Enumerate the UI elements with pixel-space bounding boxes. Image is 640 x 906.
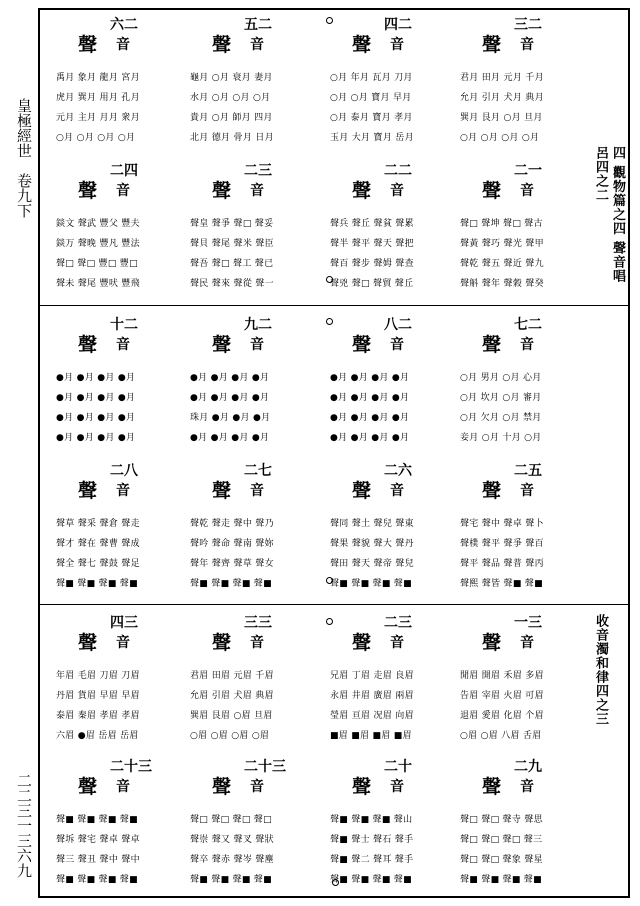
block-number: 九二 bbox=[244, 317, 272, 333]
sound-block bbox=[330, 314, 460, 448]
block-sheng: 聲 bbox=[352, 334, 373, 356]
char-row: 聲■ 聲■ 聲■ 聲■ bbox=[56, 579, 138, 589]
sound-block bbox=[190, 160, 320, 294]
char-row: 聲貝 聲尾 聲米 聲臣 bbox=[190, 239, 274, 249]
sound-block bbox=[460, 314, 590, 448]
sound-block bbox=[190, 612, 320, 746]
char-row: 聲年 聲齊 聲草 聲女 bbox=[190, 559, 274, 569]
block-sheng: 聲 bbox=[78, 34, 99, 56]
block-yin: 音 bbox=[116, 635, 130, 651]
block-number: 四三 bbox=[110, 615, 138, 631]
section-title-top: 四 觀物篇之四 聲音唱呂四之二 bbox=[593, 146, 625, 284]
margin-page-number: 二二三一三六九 bbox=[15, 772, 33, 878]
char-row: 玉月 大月 寶月 岳月 bbox=[330, 133, 414, 143]
block-yin: 音 bbox=[520, 483, 534, 499]
block-number: 四二 bbox=[384, 17, 412, 33]
block-number: 二三 bbox=[384, 615, 412, 631]
char-row: 聲■ 聲■ 聲■ 聲■ bbox=[56, 815, 138, 825]
char-row: 聲吟 聲命 聲南 聲妳 bbox=[190, 539, 274, 549]
char-row: 聲民 聲來 聲從 聲一 bbox=[190, 279, 274, 289]
char-row: 君月 田月 元月 千月 bbox=[460, 73, 544, 83]
char-row: ●月 ●月 ●月 ●月 bbox=[330, 433, 410, 443]
block-number: 二八 bbox=[110, 463, 138, 479]
block-yin: 音 bbox=[116, 483, 130, 499]
char-row: ●月 ●月 ●月 ●月 bbox=[56, 373, 136, 383]
char-row: 貴月 ○月 師月 四月 bbox=[190, 113, 273, 123]
block-sheng: 聲 bbox=[352, 180, 373, 202]
char-row: 聲未 聲尾 豐吠 豐飛 bbox=[56, 279, 140, 289]
char-row: 元月 主月 月月 衆月 bbox=[56, 113, 140, 123]
char-row: 丹眉 貨眉 早眉 早眉 bbox=[56, 691, 140, 701]
block-yin: 音 bbox=[116, 779, 130, 795]
char-row: ○月 泰月 寶月 孝月 bbox=[330, 113, 413, 123]
char-row: 聲■ 聲■ 聲■ 聲山 bbox=[330, 815, 413, 825]
block-yin: 音 bbox=[250, 183, 264, 199]
char-row: 聲■ 聲■ 聲■ 聲■ bbox=[190, 875, 272, 885]
char-row: ○月 ○月 ○月 ○月 bbox=[460, 133, 540, 143]
char-row: 泰眉 秦眉 孝眉 孝眉 bbox=[56, 711, 140, 721]
char-row: 聲乾 聲五 聲近 聲九 bbox=[460, 259, 544, 269]
sound-block bbox=[56, 612, 186, 746]
char-row: 聲□ 聲□ 聲象 聲星 bbox=[460, 855, 543, 865]
block-yin: 音 bbox=[116, 37, 130, 53]
char-row: 聲三 聲丑 聲中 聲中 bbox=[56, 855, 140, 865]
char-row: ●月 ●月 ●月 ●月 bbox=[190, 393, 270, 403]
char-row: 聲■ 聲■ 聲■ 聲■ bbox=[330, 579, 412, 589]
char-row: 聲兵 聲丘 聲貧 聲累 bbox=[330, 219, 414, 229]
sound-block bbox=[460, 160, 590, 294]
block-number: 二七 bbox=[244, 463, 272, 479]
band-divider-1 bbox=[38, 305, 630, 306]
sound-block bbox=[330, 14, 460, 148]
char-row: 錟文 聲武 豐父 豐夫 bbox=[56, 219, 140, 229]
char-row: 聲乾 聲走 聲中 聲乃 bbox=[190, 519, 274, 529]
block-yin: 音 bbox=[390, 183, 404, 199]
char-row: 聲□ 聲□ 聲□ 聲□ bbox=[190, 815, 272, 825]
block-yin: 音 bbox=[520, 635, 534, 651]
block-sheng: 聲 bbox=[78, 480, 99, 502]
block-yin: 音 bbox=[390, 483, 404, 499]
sound-block bbox=[56, 756, 186, 890]
char-row: ○月 欠月 ○月 禁月 bbox=[460, 413, 542, 423]
block-sheng: 聲 bbox=[212, 180, 233, 202]
block-sheng: 聲 bbox=[352, 34, 373, 56]
char-row: ●月 ●月 ●月 ●月 bbox=[190, 433, 270, 443]
char-row: 六眉 ●眉 岳眉 岳眉 bbox=[56, 731, 139, 741]
char-row: 聲同 聲土 聲兒 聲東 bbox=[330, 519, 414, 529]
char-row: 龜月 ○月 衰月 妻月 bbox=[190, 73, 273, 83]
char-row: ○月 ○月 寶月 早月 bbox=[330, 93, 412, 103]
char-row: 閒眉 開眉 禾眉 多眉 bbox=[460, 671, 544, 681]
char-row: 允眉 引眉 犬眉 典眉 bbox=[190, 691, 274, 701]
block-sheng: 聲 bbox=[482, 34, 503, 56]
block-number: 八二 bbox=[384, 317, 412, 333]
char-row: ●月 ●月 ●月 ●月 bbox=[330, 413, 410, 423]
sound-block bbox=[330, 612, 460, 746]
char-row: 永眉 井眉 廣眉 兩眉 bbox=[330, 691, 414, 701]
char-row: 聲□ 聲□ 聲□ 聲三 bbox=[460, 835, 543, 845]
char-row: ○眉 ○眉 八眉 舌眉 bbox=[460, 731, 542, 741]
block-sheng: 聲 bbox=[212, 632, 233, 654]
block-sheng: 聲 bbox=[212, 776, 233, 798]
char-row: 允月 引月 犬月 典月 bbox=[460, 93, 544, 103]
block-yin: 音 bbox=[116, 183, 130, 199]
block-number: 六二 bbox=[110, 17, 138, 33]
sound-block bbox=[190, 14, 320, 148]
char-row: 兄眉 丁眉 走眉 良眉 bbox=[330, 671, 414, 681]
block-number: 三二 bbox=[514, 17, 542, 33]
sound-block bbox=[330, 756, 460, 890]
sound-block bbox=[190, 460, 320, 594]
block-yin: 音 bbox=[250, 483, 264, 499]
block-number: 二六 bbox=[384, 463, 412, 479]
char-row: 珠月 ●月 ●月 ●月 bbox=[190, 413, 271, 423]
char-row: 瑩眉 亘眉 况眉 向眉 bbox=[330, 711, 414, 721]
block-yin: 音 bbox=[520, 779, 534, 795]
block-sheng: 聲 bbox=[352, 776, 373, 798]
char-row: 聲坼 聲宅 聲卓 聲卓 bbox=[56, 835, 140, 845]
sound-block bbox=[190, 756, 320, 890]
block-sheng: 聲 bbox=[482, 334, 503, 356]
block-sheng: 聲 bbox=[212, 34, 233, 56]
block-number: 二一 bbox=[514, 163, 542, 179]
block-sheng: 聲 bbox=[212, 334, 233, 356]
char-row: ●月 ●月 ●月 ●月 bbox=[56, 393, 136, 403]
block-yin: 音 bbox=[250, 37, 264, 53]
char-row: 水月 ○月 ○月 ○月 bbox=[190, 93, 271, 103]
char-row: 聲百 聲步 聲姆 聲查 bbox=[330, 259, 414, 269]
block-sheng: 聲 bbox=[78, 776, 99, 798]
char-row: 聲□ 聲坤 聲□ 聲古 bbox=[460, 219, 543, 229]
char-row: 聲□ 聲□ 豐□ 豐□ bbox=[56, 259, 138, 269]
char-row: 聲斛 聲年 聲穀 聲癸 bbox=[460, 279, 544, 289]
sound-block bbox=[330, 460, 460, 594]
char-row: ●月 ●月 ●月 ●月 bbox=[330, 373, 410, 383]
block-sheng: 聲 bbox=[78, 632, 99, 654]
block-sheng: 聲 bbox=[482, 480, 503, 502]
char-row: 聲黃 聲巧 聲光 聲甲 bbox=[460, 239, 544, 249]
sound-block bbox=[460, 460, 590, 594]
char-row: 聲草 聲采 聲倉 聲走 bbox=[56, 519, 140, 529]
block-number: 二四 bbox=[110, 163, 138, 179]
char-row: 聲卒 聲赤 聲岑 聲塵 bbox=[190, 855, 274, 865]
block-sheng: 聲 bbox=[78, 180, 99, 202]
char-row: 聲■ 聲二 聲耳 聲手 bbox=[330, 855, 414, 865]
block-sheng: 聲 bbox=[212, 480, 233, 502]
block-yin: 音 bbox=[116, 337, 130, 353]
block-number: 三三 bbox=[244, 615, 272, 631]
char-row: 君眉 田眉 元眉 千眉 bbox=[190, 671, 274, 681]
char-row: 聲吾 聲□ 聲工 聲已 bbox=[190, 259, 274, 269]
char-row: 年眉 毛眉 刀眉 刀眉 bbox=[56, 671, 140, 681]
block-yin: 音 bbox=[390, 37, 404, 53]
char-row: 聲熙 聲皆 聲■ 聲■ bbox=[460, 579, 543, 589]
char-row: ●月 ●月 ●月 ●月 bbox=[56, 433, 136, 443]
block-number: 五二 bbox=[244, 17, 272, 33]
sound-block bbox=[460, 612, 590, 746]
char-row: 聲樸 聲平 聲爭 聲百 bbox=[460, 539, 544, 549]
block-number: 二五 bbox=[514, 463, 542, 479]
char-row: 北月 德月 骨月 日月 bbox=[190, 133, 274, 143]
char-row: 禹月 象月 龍月 宮月 bbox=[56, 73, 140, 83]
char-row: 巽月 艮月 ○月 旦月 bbox=[460, 113, 543, 123]
char-row: 錟万 聲晚 豐凡 豐法 bbox=[56, 239, 140, 249]
char-row: 聲才 聲在 聲曹 聲成 bbox=[56, 539, 140, 549]
block-number: 二九 bbox=[514, 759, 542, 775]
char-row: 聲宅 聲中 聲卓 聲卜 bbox=[460, 519, 544, 529]
char-row: ●月 ●月 ●月 ●月 bbox=[56, 413, 136, 423]
char-row: 聲田 聲天 聲帝 聲兒 bbox=[330, 559, 414, 569]
block-number: 二十 bbox=[384, 759, 412, 775]
block-yin: 音 bbox=[520, 183, 534, 199]
char-row: 聲■ 聲士 聲石 聲手 bbox=[330, 835, 414, 845]
band-divider-2 bbox=[38, 604, 630, 605]
char-row: ●月 ●月 ●月 ●月 bbox=[190, 373, 270, 383]
char-row: 聲■ 聲■ 聲■ 聲■ bbox=[190, 579, 272, 589]
block-sheng: 聲 bbox=[352, 632, 373, 654]
char-row: 聲兇 聲□ 聲貿 聲丘 bbox=[330, 279, 414, 289]
block-number: 七二 bbox=[514, 317, 542, 333]
char-row: 聲■ 聲■ 聲■ 聲■ bbox=[460, 875, 542, 885]
section-title-bottom: 收音濁和律四之三 bbox=[593, 614, 608, 726]
block-yin: 音 bbox=[390, 635, 404, 651]
char-row: 聲崇 聲又 聲叉 聲狀 bbox=[190, 835, 274, 845]
block-sheng: 聲 bbox=[78, 334, 99, 356]
char-row: ○月 ○月 ○月 ○月 bbox=[56, 133, 136, 143]
sound-block bbox=[460, 14, 590, 148]
char-row: 聲皇 聲爭 聲□ 聲妥 bbox=[190, 219, 274, 229]
char-row: 告眉 宰眉 火眉 可眉 bbox=[460, 691, 544, 701]
char-row: ○月 坎月 ○月 審月 bbox=[460, 393, 542, 403]
block-yin: 音 bbox=[250, 635, 264, 651]
char-row: ○眉 ○眉 ○眉 ○眉 bbox=[190, 731, 270, 741]
char-row: 聲■ 聲■ 聲■ 聲■ bbox=[330, 875, 412, 885]
block-yin: 音 bbox=[390, 779, 404, 795]
block-sheng: 聲 bbox=[352, 480, 373, 502]
char-row: 聲□ 聲□ 聲寺 聲思 bbox=[460, 815, 543, 825]
sound-block bbox=[330, 160, 460, 294]
char-row: ●月 ●月 ●月 ●月 bbox=[330, 393, 410, 403]
sound-block bbox=[460, 756, 590, 890]
char-row: 聲果 聲貌 聲大 聲丹 bbox=[330, 539, 414, 549]
block-sheng: 聲 bbox=[482, 632, 503, 654]
char-row: 聲全 聲七 聲鼓 聲足 bbox=[56, 559, 140, 569]
block-yin: 音 bbox=[250, 337, 264, 353]
char-row: 聲平 聲品 聲普 聲丙 bbox=[460, 559, 544, 569]
char-row: ○月 年月 瓦月 刀月 bbox=[330, 73, 413, 83]
block-number: 二十三 bbox=[244, 759, 286, 775]
sound-block bbox=[56, 314, 186, 448]
block-yin: 音 bbox=[520, 37, 534, 53]
char-row: 巽眉 艮眉 ○眉 旦眉 bbox=[190, 711, 273, 721]
char-row: 聲半 聲平 聲天 聲把 bbox=[330, 239, 414, 249]
block-number: 一三 bbox=[514, 615, 542, 631]
block-yin: 音 bbox=[250, 779, 264, 795]
char-row: 妾月 ○月 十月 ○月 bbox=[460, 433, 542, 443]
char-row: 虎月 巽月 用月 孔月 bbox=[56, 93, 140, 103]
block-yin: 音 bbox=[520, 337, 534, 353]
block-number: 二二 bbox=[384, 163, 412, 179]
block-number: 二十三 bbox=[110, 759, 152, 775]
block-number: 十二 bbox=[110, 317, 138, 333]
margin-title: 皇極經世 卷九下 bbox=[15, 98, 33, 218]
char-row: 退眉 愛眉 化眉 个眉 bbox=[460, 711, 544, 721]
block-yin: 音 bbox=[390, 337, 404, 353]
block-sheng: 聲 bbox=[482, 776, 503, 798]
block-number: 二三 bbox=[244, 163, 272, 179]
sound-block bbox=[56, 14, 186, 148]
char-row: ○月 男月 ○月 心月 bbox=[460, 373, 542, 383]
block-sheng: 聲 bbox=[482, 180, 503, 202]
char-row: ■眉 ■眉 ■眉 ■眉 bbox=[330, 731, 412, 741]
sound-block bbox=[56, 160, 186, 294]
char-row: 聲■ 聲■ 聲■ 聲■ bbox=[56, 875, 138, 885]
sound-block bbox=[190, 314, 320, 448]
sound-block bbox=[56, 460, 186, 594]
